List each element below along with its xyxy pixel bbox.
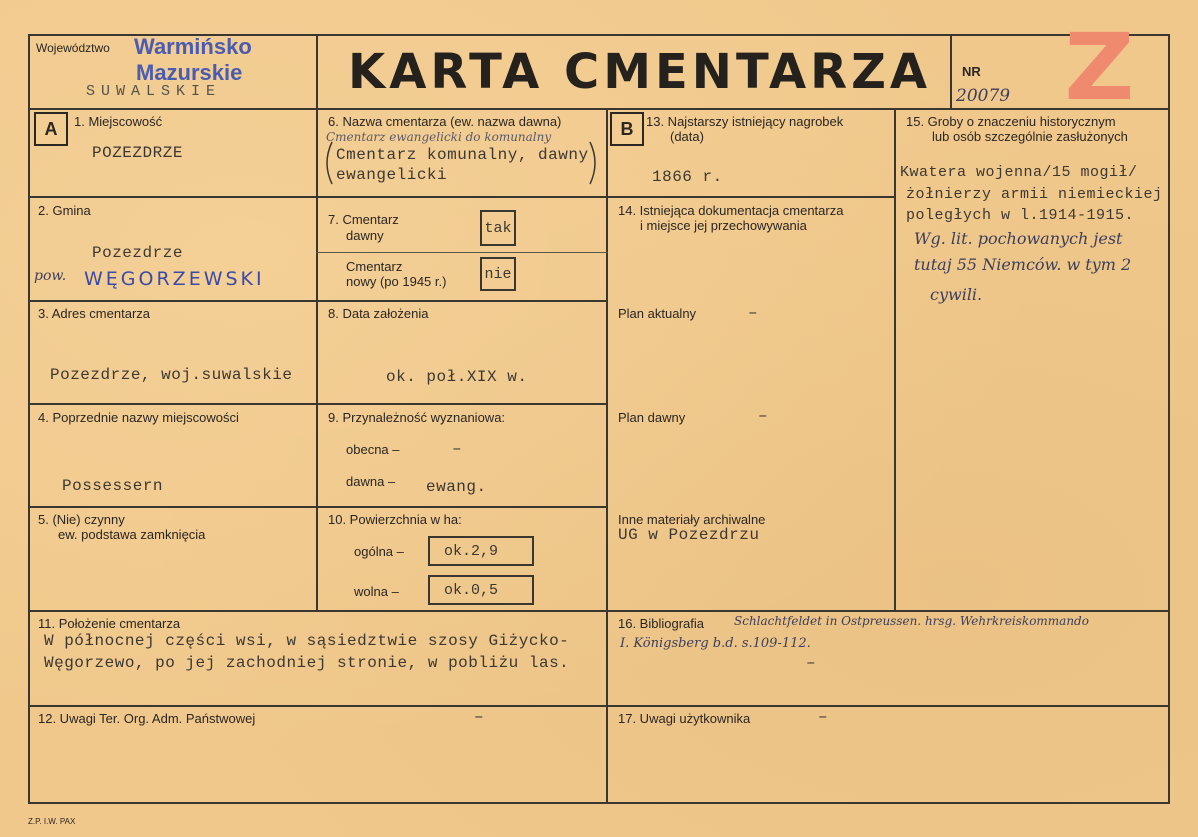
field-16-value: – (806, 654, 817, 672)
archives-value: UG w Pozezdrzu (618, 526, 760, 544)
field-1-label: 1. Miejscowość (74, 114, 163, 129)
row-line-bottom-2 (28, 705, 1170, 707)
row-line-right-1 (606, 196, 896, 198)
field-2-value: Pozezdrze (92, 244, 183, 262)
field-9-old-value: ewang. (426, 478, 487, 496)
row-line-left-2 (28, 300, 318, 302)
field-6-value-line2: ewangelicki (336, 166, 448, 184)
field-16-hand-line1: Schlachtfeldet in Ostpreussen. hrsg. Wehrkreiskommando (734, 614, 1089, 628)
field-15-label-line1: 15. Groby o znaczeniu historycznym (906, 114, 1116, 129)
voivodeship-old: SUWALSKIE (86, 83, 222, 100)
header-divider-1 (316, 34, 318, 108)
field-6-value-line1: Cmentarz komunalny, dawny (336, 146, 589, 164)
field-15-hand-line3: cywili. (930, 285, 983, 304)
field-16-hand-line2: I. Königsberg b.d. s.109-112. (620, 636, 811, 651)
field-3-value: Pozezdrze, woj.suwalskie (50, 366, 293, 384)
frame-right (1168, 34, 1170, 804)
field-15-hand-line1: Wg. lit. pochowanych jest (914, 229, 1123, 248)
field-17-value: – (818, 708, 829, 726)
voivodeship-label: Województwo (36, 41, 110, 55)
field-2-pow-value: WĘGORZEWSKI (84, 268, 265, 290)
section-b-badge: B (610, 112, 644, 146)
field-10-total-box: ok.2,9 (428, 536, 534, 566)
field-12-value: – (474, 708, 485, 726)
field-15-value-line2: żołnierzy armii niemieckiej (906, 186, 1163, 203)
voivodeship-stamp-line1: Warmińsko (134, 34, 252, 59)
field-2-pow-prefix: pow. (34, 268, 67, 284)
field-4-value: Possessern (62, 477, 164, 495)
field-11-value-line1: W północnej części wsi, w sąsiedztwie szosy Giżycko- (44, 632, 570, 650)
field-8-label: 8. Data założenia (328, 306, 429, 321)
field-10-total-label: ogólna – (354, 544, 404, 559)
row-line-left-4 (28, 506, 318, 508)
row-line-mid-4 (316, 506, 608, 508)
row-line-mid-2 (316, 300, 608, 302)
field-6-label: 6. Nazwa cmentarza (ew. nazwa dawna) (328, 114, 562, 129)
field-5-label-line2: ew. podstawa zamknięcia (58, 527, 206, 542)
plan-current-label: Plan aktualny (618, 306, 697, 321)
field-14-label-line1: 14. Istniejąca dokumentacja cmentarza (618, 203, 844, 218)
category-mark: Z (1064, 14, 1135, 121)
field-17-label: 17. Uwagi użytkownika (618, 711, 751, 726)
field-7-old-box: tak (480, 210, 516, 246)
field-13-label-line2: (data) (670, 129, 704, 144)
column-divider-2 (606, 108, 608, 802)
field-15-hand-line2: tutaj 55 Niemców. w tym 2 (914, 255, 1132, 274)
field-9-current-label: obecna – (346, 442, 400, 457)
field-2-label: 2. Gmina (38, 203, 91, 218)
printer-mark: Z.P. I.W. PAX (28, 817, 76, 826)
field-12-label: 12. Uwagi Ter. Org. Adm. Państwowej (38, 711, 256, 726)
plan-current-value: – (748, 304, 759, 322)
field-15-value-line3: poległych w l.1914-1915. (906, 207, 1135, 224)
archives-label: Inne materiały archiwalne (618, 512, 766, 527)
section-a-badge: A (34, 112, 68, 146)
header-bottom-line (28, 108, 1170, 110)
row-line-mid-3 (316, 403, 608, 405)
field-5-label-line1: 5. (Nie) czynny (38, 512, 125, 527)
field-14-label-line2: i miejsce jej przechowywania (640, 218, 807, 233)
field-8-value: ok. poł.XIX w. (386, 368, 528, 386)
plan-old-value: – (758, 407, 769, 425)
voivodeship-stamp-line2: Mazurskie (136, 60, 243, 85)
field-7-label: 7. Cmentarz (328, 212, 399, 227)
field-7-new-label-line2: nowy (po 1945 r.) (346, 274, 447, 289)
card-title: KARTA CMENTARZA (348, 44, 932, 100)
field-7-old-label: dawny (346, 228, 384, 243)
row-line-left-3 (28, 403, 318, 405)
field-10-label: 10. Powierzchnia w ha: (328, 512, 462, 527)
field-10-free-box: ok.0,5 (428, 575, 534, 605)
row-line-left-1 (28, 196, 318, 198)
field-13-value: 1866 r. (652, 168, 723, 186)
field-6-bracket-left (320, 140, 334, 186)
field-6-bracket-right (588, 140, 602, 186)
field-9-label: 9. Przynależność wyznaniowa: (328, 410, 506, 425)
field-7-new-box: nie (480, 257, 516, 291)
column-divider-1 (316, 108, 318, 610)
field-1-value: POZEZDRZE (92, 144, 183, 162)
field-16-label: 16. Bibliografia (618, 616, 704, 631)
field-13-label-line1: 13. Najstarszy istniejący nagrobek (646, 114, 844, 129)
field-9-current-value: – (452, 440, 463, 458)
row-line-mid-1 (316, 196, 608, 198)
column-divider-3 (894, 108, 896, 610)
field-9-old-label: dawna – (346, 474, 396, 489)
plan-old-label: Plan dawny (618, 410, 686, 425)
row-line-bottom-1 (28, 610, 1170, 612)
field-4-label: 4. Poprzednie nazwy miejscowości (38, 410, 239, 425)
field-7-new-label-line1: Cmentarz (346, 259, 403, 274)
field-11-label: 11. Położenie cmentarza (38, 616, 181, 631)
field-15-value-line1: Kwatera wojenna/15 mogił/ (900, 164, 1138, 181)
row-line-mid-7split (316, 252, 608, 253)
field-10-free-label: wolna – (354, 584, 399, 599)
field-15-label-line2: lub osób szczególnie zasłużonych (932, 129, 1128, 144)
frame-bottom (28, 802, 1170, 804)
field-6-hand-note: Cmentarz ewangelicki do komunalny (326, 130, 552, 144)
frame-left (28, 34, 30, 804)
header-divider-2 (950, 34, 952, 108)
field-11-value-line2: Węgorzewo, po jej zachodniej stronie, w pobliżu las. (44, 654, 570, 672)
nr-value: 20079 (956, 86, 1011, 106)
field-3-label: 3. Adres cmentarza (38, 306, 150, 321)
nr-label: NR (962, 64, 981, 79)
